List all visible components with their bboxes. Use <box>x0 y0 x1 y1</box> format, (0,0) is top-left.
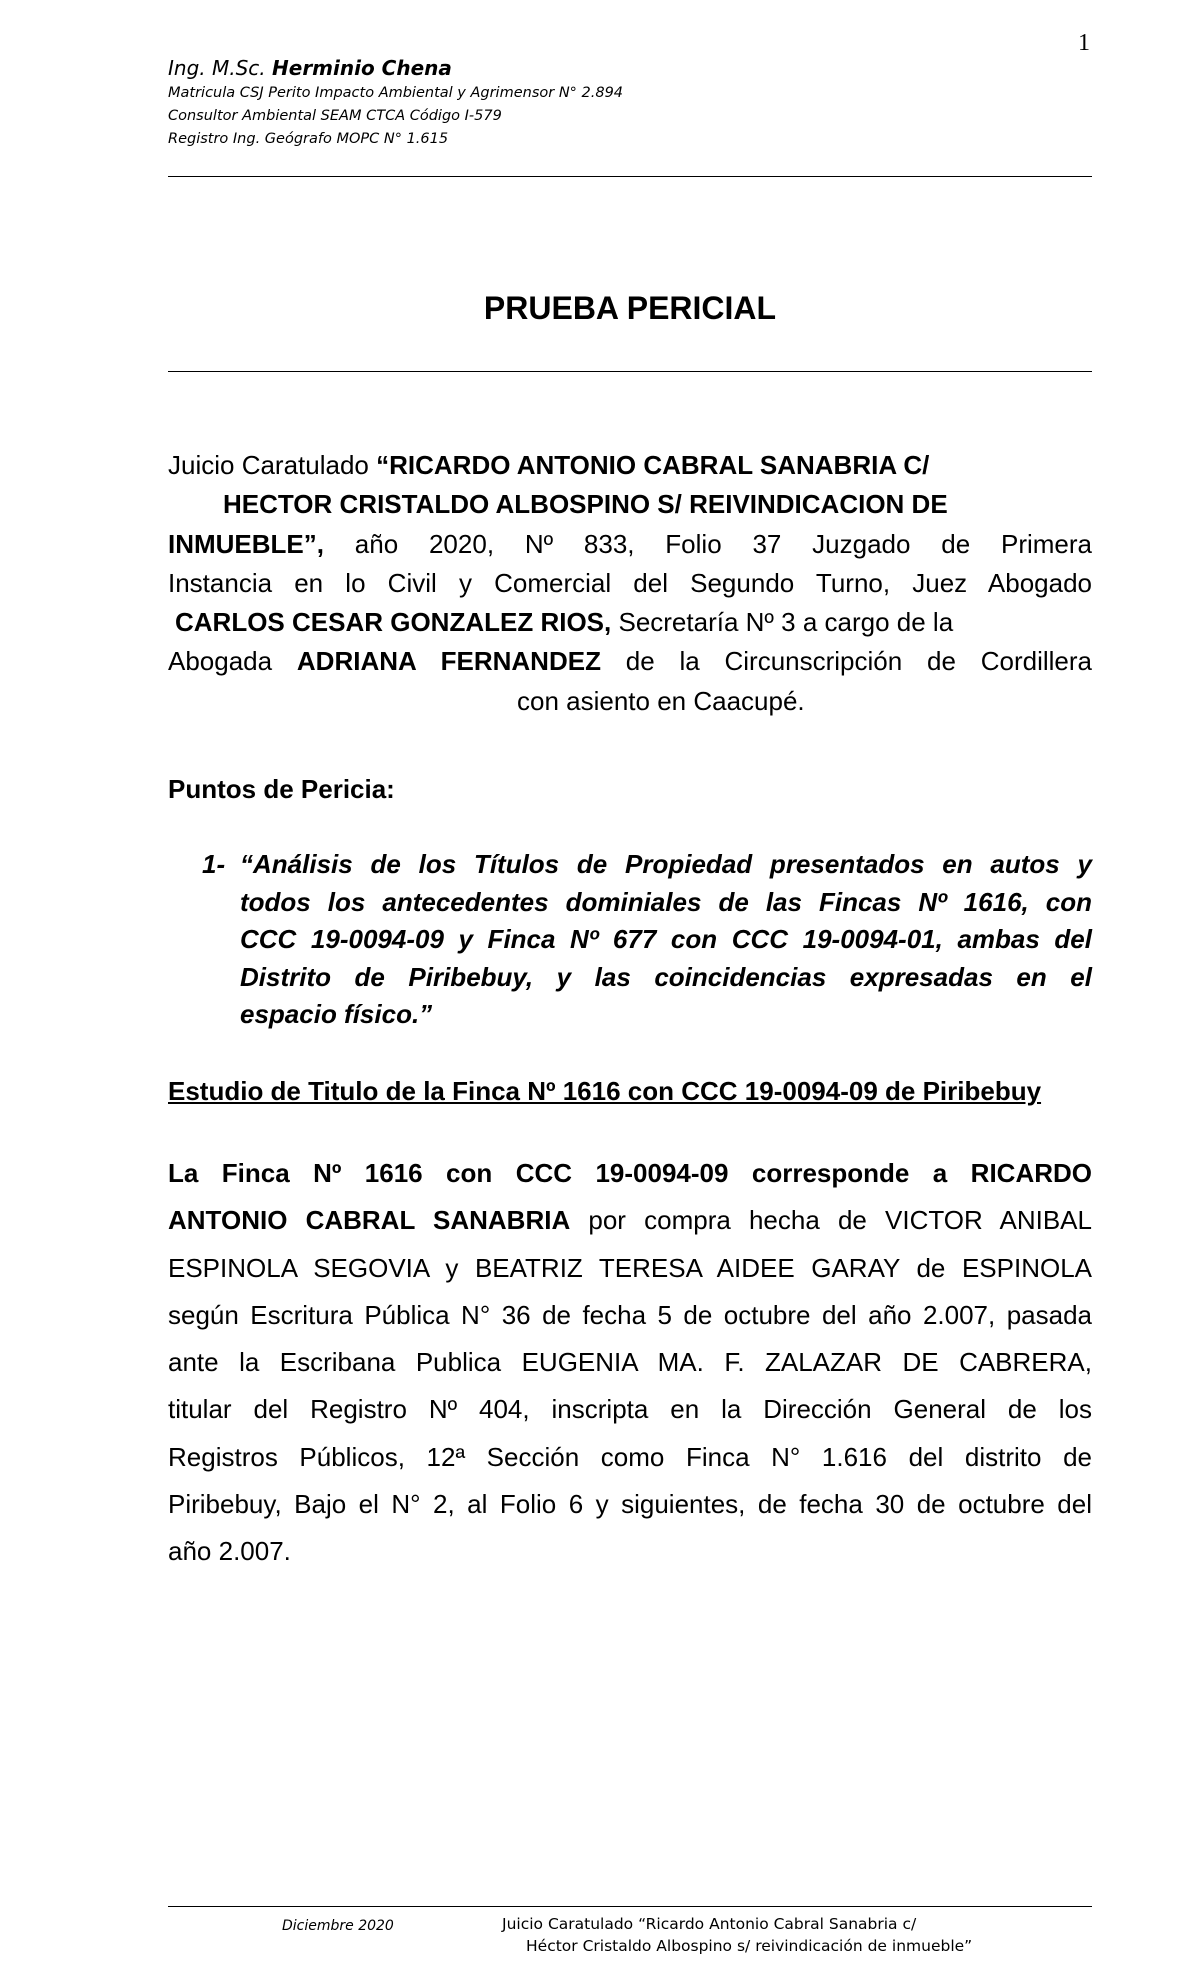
caption-text: Abogada <box>168 646 297 677</box>
case-caption <box>168 446 1092 721</box>
punto-text <box>240 846 1092 1034</box>
punto-item-1 <box>202 846 1092 1034</box>
page-number: 1 <box>1078 30 1090 56</box>
punto-line: todos los antecedentes dominiales de las Fincas Nº 1616, con <box>240 886 1092 917</box>
punto-line: Distrito de Piribebuy, y las coincidencias expresadas en el <box>240 961 1092 992</box>
paragraph-bold-text: ANTONIO CABRAL SANABRIA <box>168 1205 571 1236</box>
footer-divider <box>168 1906 1092 1907</box>
paragraph-line: según Escritura Pública N° 36 de fecha 5 de octubre del año 2.007, pasada <box>168 1299 1092 1330</box>
caption-text: de la Circunscripción de Cordillera <box>600 646 1092 677</box>
caption-bold-text: CARLOS CESAR GONZALEZ RIOS, <box>175 607 612 638</box>
paragraph-line: ante la Escribana Publica EUGENIA MA. F. ZALAZAR DE CABRERA, <box>168 1347 1092 1378</box>
caption-line-3 <box>168 525 1092 564</box>
paragraph-line: Registros Públicos, 12ª Sección como Finca N° 1.616 del distrito de <box>168 1441 1092 1472</box>
paragraph-line: año 2.007. <box>168 1536 291 1567</box>
punto-line: “Análisis de los Títulos de Propiedad presentados en autos y <box>240 849 1092 879</box>
caption-text: con asiento en Caacupé. <box>517 685 805 716</box>
header-divider <box>168 176 1092 177</box>
paragraph-text: por compra hecha de VICTOR ANIBAL <box>570 1205 1092 1236</box>
title-divider <box>168 371 1092 372</box>
caption-text: año 2020, Nº 833, Folio 37 Juzgado de Primera <box>324 528 1092 559</box>
letterhead-line-2: Consultor Ambiental SEAM CTCA Código I-579 <box>168 108 502 124</box>
paragraph-line: Piribebuy, Bajo el N° 2, al Folio 6 y siguientes, de fecha 30 de octubre del <box>168 1489 1092 1520</box>
section-heading: Estudio de Titulo de la Finca Nº 1616 con CCC 19-0094-09 de Piribebuy <box>168 1076 1042 1106</box>
letterhead-name: Herminio Chena <box>272 56 452 80</box>
footer-case-line-1: Juicio Caratulado “Ricardo Antonio Cabral Sanabria c/ <box>502 1915 917 1933</box>
letterhead-name-line <box>168 54 623 82</box>
document-title: PRUEBA PERICIAL <box>483 290 777 326</box>
caption-bold-text: ADRIANA FERNANDEZ <box>296 646 601 677</box>
letterhead-line-3: Registro Ing. Geógrafo MOPC N° 1.615 <box>168 131 449 147</box>
paragraph-line: ESPINOLA SEGOVIA y BEATRIZ TERESA AIDEE GARAY de ESPINOLA <box>168 1252 1092 1283</box>
paragraph-line <box>168 1150 1092 1197</box>
letterhead <box>168 54 623 151</box>
footer-case-title <box>502 1913 972 1957</box>
footer-date: Diciembre 2020 <box>282 1918 394 1934</box>
caption-text: Secretaría Nº 3 a cargo de la <box>611 607 954 638</box>
caption-bold-text: “RICARDO ANTONIO CABRAL SANABRIA C/ <box>376 450 930 480</box>
caption-line-2 <box>168 485 1092 524</box>
letterhead-title-prefix: Ing. M.Sc. <box>168 56 266 80</box>
caption-text: Instancia en lo Civil y Comercial del Segundo Turno, Juez Abogado <box>168 567 1092 598</box>
punto-line: CCC 19-0094-09 y Finca Nº 677 con CCC 19-0094-01, ambas del <box>240 924 1092 954</box>
caption-line-5 <box>168 603 1092 642</box>
caption-line-6 <box>168 642 1092 681</box>
caption-line-1 <box>168 446 1092 485</box>
caption-bold-text: INMUEBLE”, <box>168 528 324 559</box>
footer-case-line-2: Héctor Cristaldo Albospino s/ reivindicación de inmueble” <box>526 1937 973 1955</box>
caption-bold-text: HECTOR CRISTALDO ALBOSPINO S/ REIVINDICACION DE <box>223 489 948 520</box>
punto-line: espacio físico.” <box>240 999 433 1029</box>
caption-line-4 <box>168 564 1092 603</box>
paragraph-line <box>168 1197 1092 1244</box>
estudio-paragraph <box>168 1150 1092 1576</box>
caption-line-7 <box>168 682 1092 721</box>
paragraph-line: titular del Registro Nº 404, inscripta en la Dirección General de los <box>168 1394 1092 1425</box>
paragraph-bold-text: La Finca Nº 1616 con CCC 19-0094-09 corresponde a RICARDO <box>168 1158 1092 1188</box>
caption-text: Juicio Caratulado <box>168 450 377 480</box>
punto-number: 1- <box>202 849 226 879</box>
puntos-de-pericia-label: Puntos de Pericia: <box>168 774 395 804</box>
letterhead-line-1: Matricula CSJ Perito Impacto Ambiental y Agrimensor N° 2.894 <box>168 85 624 101</box>
